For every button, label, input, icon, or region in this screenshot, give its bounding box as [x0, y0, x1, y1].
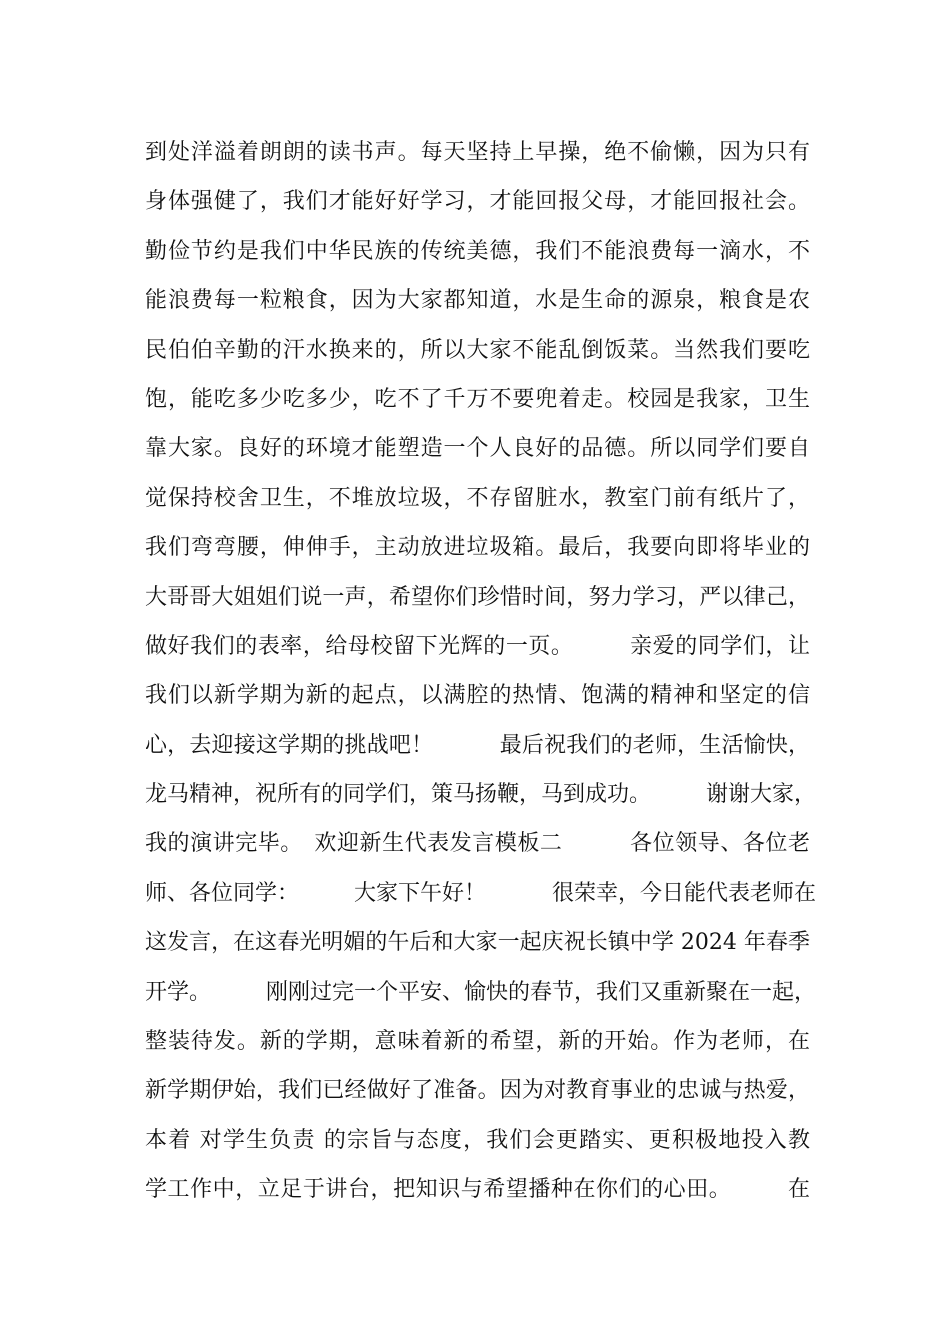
text-line: 民伯伯辛勤的汗水换来的，所以大家不能乱倒饭菜。当然我们要吃 [145, 337, 810, 363]
text-line: 本着 对学生负责 的宗旨与态度，我们会更踏实、更积极地投入教 [145, 1127, 810, 1153]
text-line: 我的演讲完毕。 欢迎新生代表发言模板二 各位领导、各位老 [145, 831, 810, 857]
text-line: 觉保持校舍卫生，不堆放垃圾，不存留脏水，教室门前有纸片了， [145, 485, 810, 511]
text-line: 身体强健了，我们才能好好学习，才能回报父母，才能回报社会。 [145, 189, 810, 215]
text-line: 龙马精神，祝所有的同学们，策马扬鞭，马到成功。 谢谢大家， [145, 782, 817, 808]
text-line: 这发言，在这春光明媚的午后和大家一起庆祝长镇中学 2024 年春季 [145, 930, 810, 956]
text-line: 到处洋溢着朗朗的读书声。每天坚持上早操，绝不偷懒，因为只有 [145, 140, 810, 165]
text-line: 靠大家。良好的环境才能塑造一个人良好的品德。所以同学们要自 [145, 436, 810, 462]
text-line: 能浪费每一粒粮食，因为大家都知道，水是生命的源泉，粮食是农 [145, 288, 810, 314]
text-line: 新学期伊始，我们已经做好了准备。因为对教育事业的忠诚与热爱， [145, 1078, 810, 1104]
text-line: 做好我们的表率，给母校留下光辉的一页。 亲爱的同学们，让 [145, 633, 810, 659]
text-line: 开学。 刚刚过完一个平安、愉快的春节，我们又重新聚在一起， [145, 979, 817, 1005]
text-line: 我们以新学期为新的起点，以满腔的热情、饱满的精神和坚定的信 [145, 683, 810, 709]
text-line: 整装待发。新的学期，意味着新的希望，新的开始。作为老师，在 [145, 1029, 810, 1055]
text-line: 心，去迎接这学期的挑战吧！ 最后祝我们的老师，生活愉快， [145, 732, 810, 758]
text-line: 学工作中，立足于讲台，把知识与希望播种在你们的心田。 在 [145, 1177, 810, 1203]
text-line: 我们弯弯腰，伸伸手，主动放进垃圾箱。最后，我要向即将毕业的 [145, 535, 810, 561]
text-line: 饱，能吃多少吃多少，吃不了千万不要兜着走。校园是我家，卫生 [145, 386, 810, 412]
text-line: 师、各位同学： 大家下午好！ 很荣幸，今日能代表老师在 [145, 880, 817, 906]
text-line: 勤俭节约是我们中华民族的传统美德，我们不能浪费每一滴水，不 [145, 238, 810, 264]
text-line: 大哥哥大姐姐们说一声，希望你们珍惜时间，努力学习，严以律己， [145, 584, 810, 610]
body-text [145, 128, 817, 1215]
